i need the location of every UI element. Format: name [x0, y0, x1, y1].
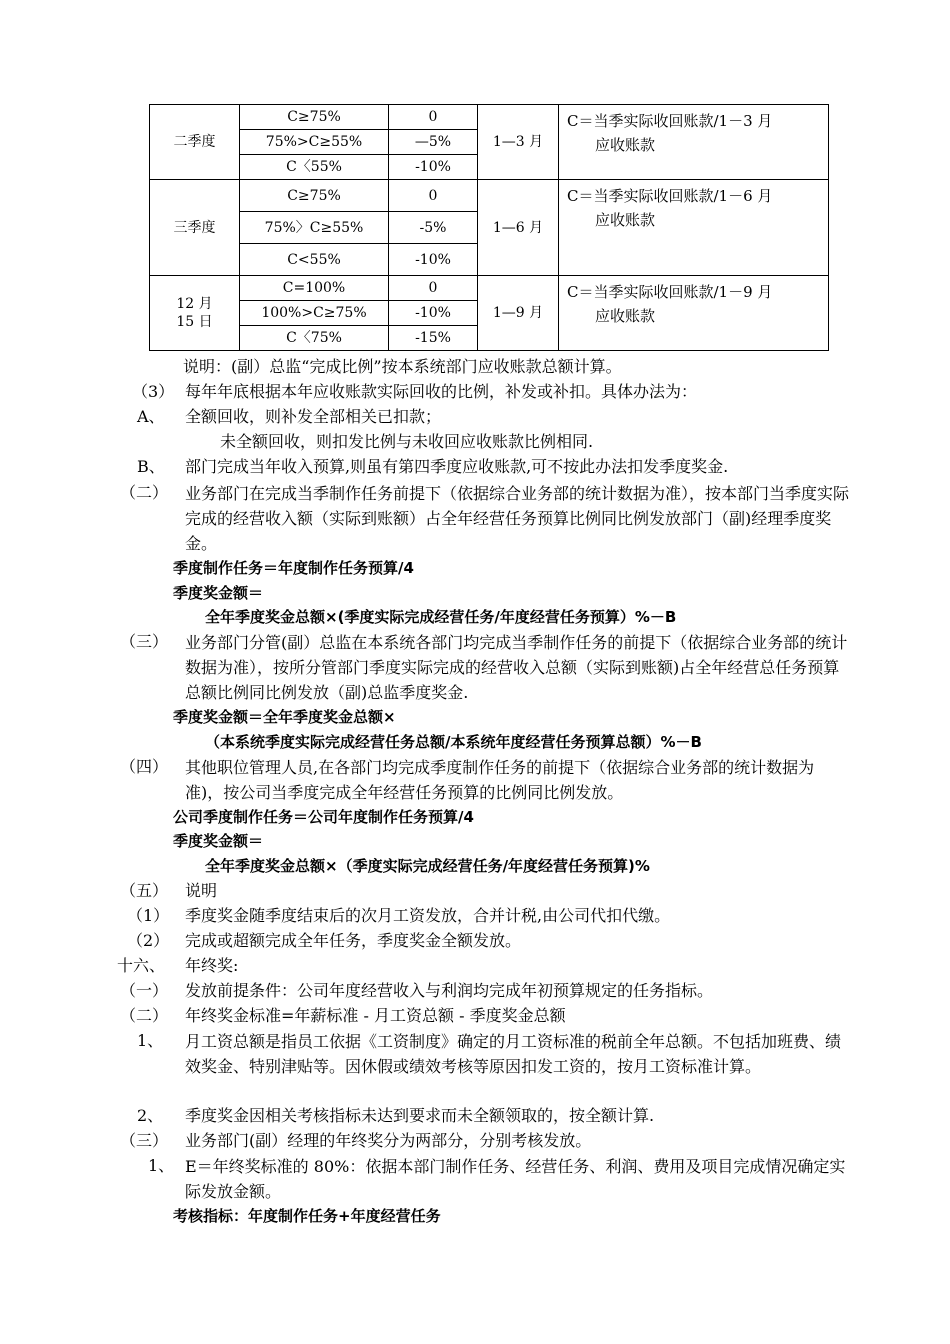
paragraph-text: 发放前提条件：公司年度经营收入与利润均完成年初预算规定的任务指标。 — [185, 981, 714, 1000]
condition-cell: C≥75% — [240, 180, 389, 212]
months-cell: 1—3 月 — [478, 105, 559, 180]
condition-cell: 75%>C≥55% — [240, 130, 389, 155]
formula-text: 季度奖金额＝ — [173, 584, 264, 602]
formula-text: 季度奖金额＝ — [173, 832, 264, 850]
formula-line: 应收账款 — [595, 136, 656, 154]
paragraph-text: 全额回收，则补发全部相关已扣款； — [185, 407, 442, 426]
adjust-cell: -15% — [389, 326, 478, 351]
paragraph-text: 业务部门(副）经理的年终奖分为两部分，分别考核发放。 — [185, 1131, 592, 1150]
paragraph-text: 年终奖金标准=年薪标准 - 月工资总额 - 季度奖金总额 — [185, 1006, 566, 1025]
condition-cell: C=100% — [240, 276, 389, 301]
condition-cell: C〈55% — [240, 155, 389, 180]
adjust-cell: -5% — [389, 212, 478, 244]
paragraph-text: 未全额回收，则扣发比例与未收回应收账款比例相同. — [220, 432, 594, 451]
item-number: 2、 — [137, 1106, 164, 1125]
formula-cell — [559, 180, 829, 276]
adjust-cell: -10% — [389, 155, 478, 180]
condition-cell: C〈75% — [240, 326, 389, 351]
formula-text: 公司季度制作任务＝公司年度制作任务预算/4 — [173, 808, 474, 826]
paragraph-text: 部门完成当年收入预算,则虽有第四季度应收账款,可不按此办法扣发季度奖金. — [185, 457, 729, 476]
quarter-cell — [150, 276, 240, 351]
paragraph-text: 业务部门在完成当季制作任务前提下（依据综合业务部的统计数据为准），按本部门当季度实际完成的经营收入额（实际到账额）占全年经营任务预算比例同比例发放部门（副)经理季度奖金。 — [185, 484, 850, 553]
heading-text: 年终奖: — [185, 956, 239, 975]
adjust-cell: 0 — [389, 276, 478, 301]
condition-cell: 100%>C≥75% — [240, 301, 389, 326]
section-number: （五） — [120, 881, 169, 900]
section-number: （三） — [120, 1131, 169, 1150]
paragraph-text: 完成或超额完成全年任务，季度奖金全额发放。 — [185, 931, 522, 950]
formula-cell — [559, 105, 829, 180]
paragraph-text: 季度奖金随季度结束后的次月工资发放，合并计税,由公司代扣代缴。 — [185, 906, 671, 925]
condition-cell: C<55% — [240, 244, 389, 276]
formula-text: 全年季度奖金总额×（季度实际完成经营任务/年度经营任务预算)% — [205, 857, 650, 875]
section-number: （一） — [120, 981, 169, 1000]
item-number: 1、 — [148, 1156, 175, 1175]
paragraph-text: 月工资总额是指员工依据《工资制度》确定的月工资标准的税前全年总额。不包括加班费、绩效奖金、特别津贴等。因休假或绩效考核等原因扣发工资的，按月工资标准计算。 — [185, 1032, 842, 1076]
quarter-line: 12 月 — [176, 296, 213, 312]
quarter-line: 15 日 — [176, 314, 213, 330]
formula-line: C＝当季实际收回账款/1－6 月 — [567, 187, 773, 205]
paragraph-text: 每年年底根据本年应收账款实际回收的比例，补发或补扣。具体办法为： — [185, 382, 698, 401]
item-number: （3） — [132, 382, 175, 401]
section-number: （二） — [120, 483, 169, 502]
condition-cell: C≥75% — [240, 105, 389, 130]
adjust-cell: 0 — [389, 180, 478, 212]
section-number: （二） — [120, 1006, 169, 1025]
adjust-cell: -10% — [389, 244, 478, 276]
formula-text: （本系统季度实际完成经营任务总额/本系统年度经营任务预算总额）%－B — [205, 733, 702, 751]
formula-line: 应收账款 — [595, 307, 656, 325]
paragraph-text: 季度奖金因相关考核指标未达到要求而未全额领取的，按全额计算. — [185, 1106, 655, 1125]
formula-cell — [559, 276, 829, 351]
item-number: （2） — [127, 931, 170, 950]
table-row — [150, 105, 829, 130]
quarter-cell: 二季度 — [150, 105, 240, 180]
formula-line: C＝当季实际收回账款/1－3 月 — [567, 112, 773, 130]
kpi-text: 考核指标：年度制作任务+年度经营任务 — [173, 1207, 441, 1225]
months-cell: 1—9 月 — [478, 276, 559, 351]
bonus-adjustment-table — [149, 104, 829, 351]
paragraph-text: 说明 — [185, 881, 218, 900]
item-number: B、 — [137, 457, 165, 476]
paragraph-text: 业务部门分管(副）总监在本系统各部门均完成当季制作任务的前提下（依据综合业务部的统计数据为准），按所分管部门季度实际完成的经营收入总额（实际到账额)占全年经营总任务预算总额比例同比例发放（副)总监季度奖金. — [185, 633, 848, 702]
formula-text: 季度奖金额＝全年季度奖金总额× — [173, 708, 396, 726]
adjust-cell: —5% — [389, 130, 478, 155]
formula-line: C＝当季实际收回账款/1－9 月 — [567, 283, 773, 301]
section-number: （三） — [120, 632, 169, 651]
section-number: （四） — [120, 757, 169, 776]
item-number: 1、 — [137, 1031, 164, 1050]
adjust-cell: 0 — [389, 105, 478, 130]
table-row — [150, 180, 829, 212]
adjust-cell: -10% — [389, 301, 478, 326]
item-number: A、 — [137, 407, 165, 426]
item-number: （1） — [127, 906, 170, 925]
paragraph-text: E＝年终奖标准的 80%：依据本部门制作任务、经营任务、利润、费用及项目完成情况确定实际发放金额。 — [185, 1157, 846, 1201]
table-note: 说明：(副）总监“完成比例”按本系统部门应收账款总额计算。 — [183, 357, 622, 376]
table-row — [150, 276, 829, 301]
formula-line: 应收账款 — [595, 211, 656, 229]
months-cell: 1—6 月 — [478, 180, 559, 276]
quarter-cell: 三季度 — [150, 180, 240, 276]
formula-text: 季度制作任务＝年度制作任务预算/4 — [173, 559, 414, 577]
formula-text: 全年季度奖金总额×(季度实际完成经营任务/年度经营任务预算）%－B — [205, 608, 677, 626]
condition-cell: 75%〉C≥55% — [240, 212, 389, 244]
paragraph-text: 其他职位管理人员,在各部门均完成季度制作任务的前提下（依据综合业务部的统计数据为准)，按公司当季度完成全年经营任务预算的比例同比例发放。 — [185, 758, 815, 802]
heading-number: 十六、 — [117, 956, 166, 975]
